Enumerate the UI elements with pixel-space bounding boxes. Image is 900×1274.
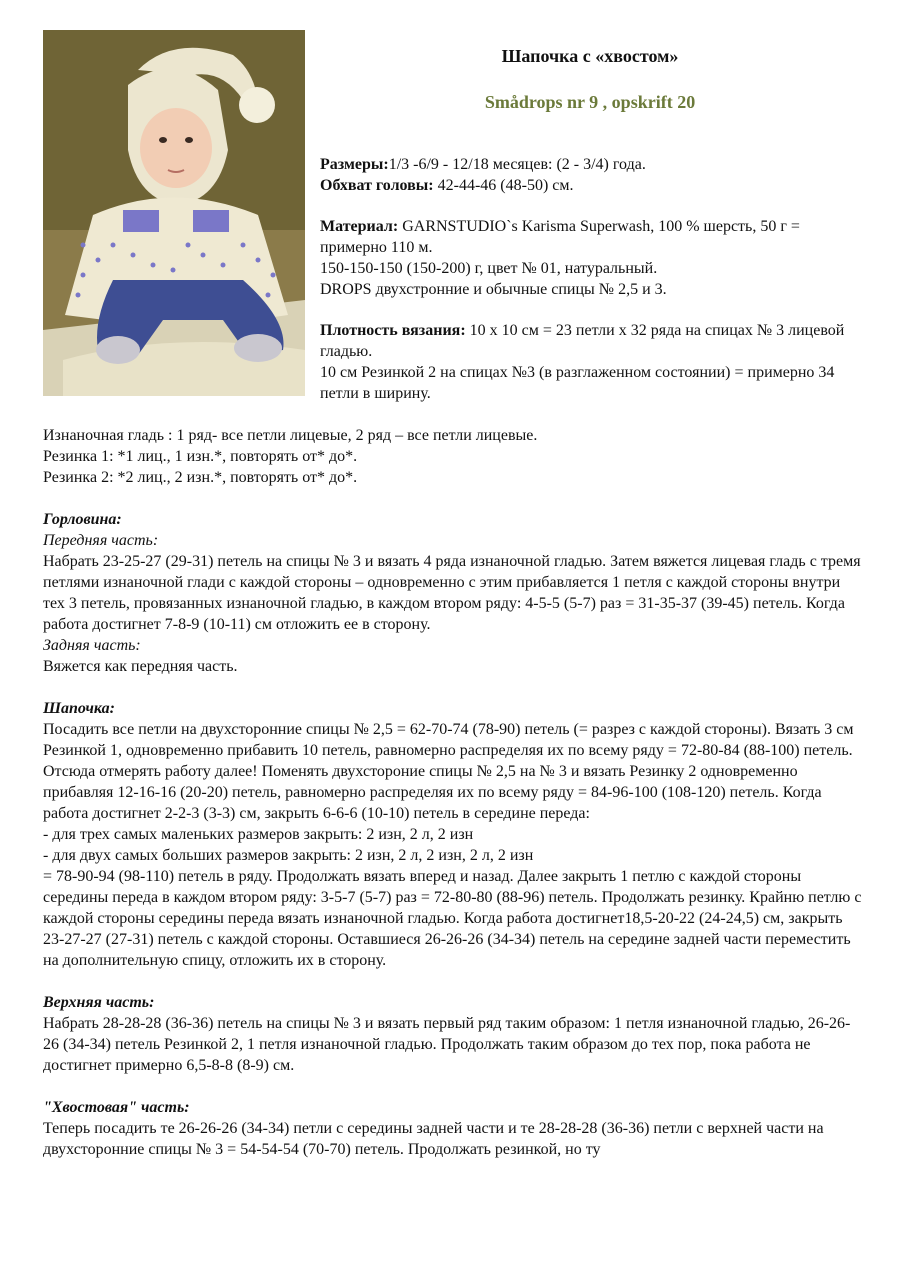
material-line-3: DROPS двухстронние и обычные спицы № 2,5 и 3. [320,281,667,298]
hat-text-1: Посадить все петли на двухсторонние спицы № 2,5 = 62-70-74 (78-90) петель (= разрез с каждой стороны). Вязать 3 см Резинкой 1, одновременно прибавить 10 петель, равномерно распределяя их по всему ряду = 72-80-84 (88-100) петель. Отсюда отмерять работу далее! Поменять двухстороние спицы № 2,5 на № 3 и вязать Резинку 2 одновременно прибавляя 12-16-16 (20-20) петель, равномерно распределяя их по всему ряду = 84-96-100 (108-120) петель. Когда работа достигнет 2-2-3 (3-3) см, закрыть 6-6-6 (10-10) петель в середине переда: [43,721,854,822]
instructions [43,425,863,1160]
gauge-line [320,320,860,362]
head-value: 42-44-46 (48-50) см. [433,177,574,194]
hat-item-1: - для трех самых маленьких размеров закрыть: 2 изн, 2 л, 2 изн [43,826,474,843]
specs-block [320,154,860,404]
back-text: Вяжется как передняя часть. [43,658,238,675]
sizes-value: 1/3 -6/9 - 12/18 месяцев: (2 - 3/4) года. [388,156,646,173]
head-line [320,175,860,196]
head-label: Обхват головы: [320,177,434,194]
material-label: Материал: [320,218,399,235]
sizes-label: Размеры: [320,156,389,173]
material-line-2: 150-150-150 (150-200) г, цвет № 01, натуральный. [320,260,658,277]
front-heading: Передняя часть: [43,532,159,549]
gauge-value: 10 х 10 см = 23 петли х 32 ряда на спицах № 3 лицевой гладью. [320,322,845,360]
gauge-line-2: 10 см Резинкой 2 на спицах №3 (в разглаженном состоянии) = примерно 34 петли в ширину. [320,364,835,402]
tail-heading: "Хвостовая" часть: [43,1099,190,1116]
gauge-label: Плотность вязания: [320,322,466,339]
material-line [320,216,860,258]
hat-heading: Шапочка: [43,700,115,717]
tail-text: Теперь посадить те 26-26-26 (34-34) петли с середины задней части и те 28-28-28 (36-36) петли с верхней части на двухсторонние спицы № 3 = 54-54-54 (70-70) петель. Продолжать резинкой, но ту [43,1120,824,1158]
sizes-line [320,154,860,175]
top-heading: Верхняя часть: [43,994,155,1011]
stitch-line: Резинка 1: *1 лиц., 1 изн.*, повторять от* до*. [43,448,358,465]
hat-text-2: = 78-90-94 (98-110) петель в ряду. Продолжать вязать вперед и назад. Далее закрыть 1 петлю с каждой стороны середины переда в каждом втором ряду: 3-5-7 (5-7) раз = 72-80-80 (88-96) петель. Продолжать резинку. Крайню петлю с каждой стороны середины переда вязать изнаночной гладью. Когда работа достигнет18,5-20-22 (24-24,5) см, закрыть 23-27-27 (27-31) петель с каждой стороны. Оставшиеся 26-26-26 (34-34) петель на середине задней части переместить на дополнительную спицу, отложить их в сторону. [43,868,862,969]
page-title: Шапочка с «хвостом» [501,46,679,66]
front-text: Набрать 23-25-27 (29-31) петель на спицы № 3 и вязать 4 ряда изнаночной гладью. Затем вяжется лицевая гладь с тремя петлями изнаночной глади с каждой стороны – одновременно с этим прибавляется 1 петля с каждой стороны внутри тех 3 петель, провязанных изнаночной гладью, в каждом втором ряду: 4-5-5 (5-7) раз = 31-35-37 (39-45) петель. Когда работа достигнет 7-8-9 (10-11) см отложить ее в сторону. [43,553,861,633]
page-subtitle: Smådrops nr 9 , opskrift 20 [484,92,696,112]
header [320,44,860,114]
baby-hat-photo [43,30,305,396]
stitch-line: Резинка 2: *2 лиц., 2 изн.*, повторять от* до*. [43,469,358,486]
hat-item-2: - для двух самых больших размеров закрыть: 2 изн, 2 л, 2 изн, 2 л, 2 изн [43,847,534,864]
back-heading: Задняя часть: [43,637,141,654]
top-text: Набрать 28-28-28 (36-36) петель на спицы № 3 и вязать первый ряд таким образом: 1 петля изнаночной гладью, 26-26-26 (34-34) петель Резинкой 2, 1 петля изнаночной гладью. Продолжать таким образом до тех пор, пока работа не достигнет примерно 6,5-8-8 (8-9) см. [43,1015,851,1074]
material-value: GARNSTUDIO`s Karisma Superwash, 100 % шерсть, 50 г = примерно 110 м. [320,218,800,256]
neck-heading: Горловина: [43,511,122,528]
stitch-line: Изнаночная гладь : 1 ряд- все петли лицевые, 2 ряд – все петли лицевые. [43,427,538,444]
